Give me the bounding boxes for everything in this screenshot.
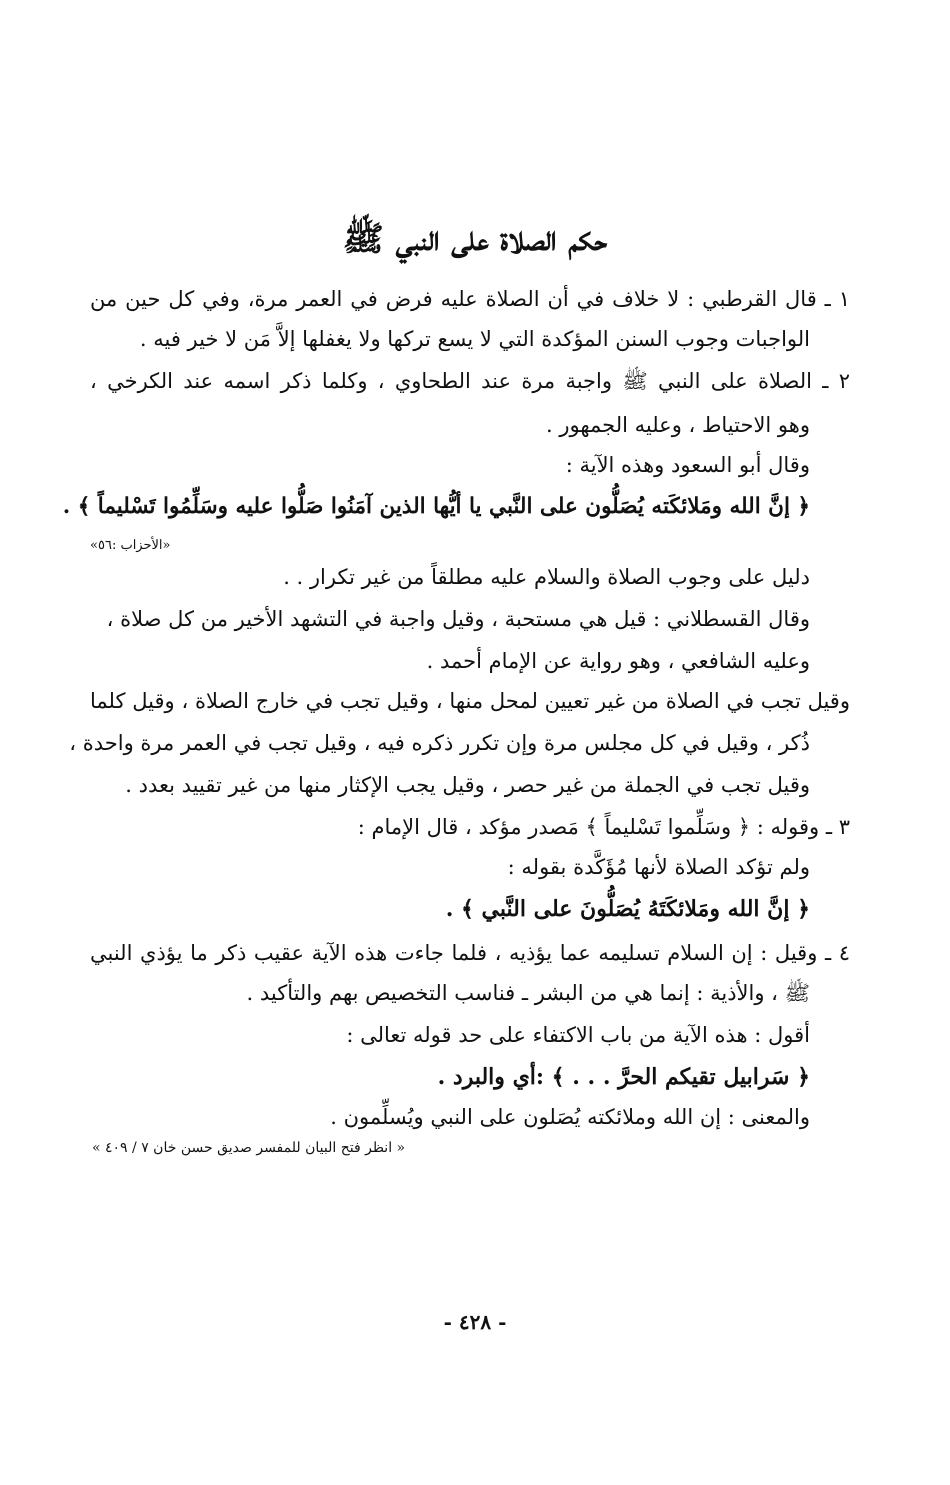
- text-line: ﷺ ، والأذية : إنما هي من البشر ـ فناسب التخصيص بهم والتأكيد .: [246, 981, 810, 1005]
- quran-verse: ﴿ سَرابيل تقيكم الحرَّ . . . ﴾ :أي والبرد .: [437, 1064, 810, 1090]
- text-line: ٢ ـ الصلاة على النبي ﷺ واجبة مرة عند الطحاوي ، وكلما ذكر اسمه عند الكرخي ،: [90, 369, 850, 393]
- text-line: وقيل تجب في الجملة من غير حصر ، وقيل يجب الإكثار منها من غير تقييد بعدد .: [125, 773, 810, 797]
- footnote: « انظر فتح البيان للمفسر صديق حسن خان ٧ / ٤٠٩ »: [92, 1140, 406, 1156]
- quran-verse: ﴿ إنَّ الله ومَلائكَته يُصَلُّون على النَّبي يا أيُّها الذين آمَنُوا صَلُّوا عليه وسَلِّمُوا تَسْليماً ﴾ .: [62, 494, 810, 519]
- text-line: وهو الاحتياط ، وعليه الجمهور .: [546, 413, 810, 437]
- text-line: وعليه الشافعي ، وهو رواية عن الإمام أحمد .: [426, 649, 810, 673]
- text-line: دليل على وجوب الصلاة والسلام عليه مطلقاً من غير تكرار . .: [283, 565, 810, 589]
- text-line: ولم تؤكد الصلاة لأنها مُؤَكَّدة بقوله :: [507, 855, 810, 879]
- text-line: وقال أبو السعود وهذه الآية :: [565, 453, 810, 477]
- text-line: أقول : هذه الآية من باب الاكتفاء على حد قوله تعالى :: [346, 1023, 810, 1047]
- text-line: ٤ ـ وقيل : إن السلام تسليمه عما يؤذيه ، فلما جاءت هذه الآية عقيب ذكر ما يؤذي النبي: [90, 941, 850, 965]
- page-number: - ٤٢٨ -: [443, 1310, 507, 1334]
- text-line: وقال القسطلاني : قيل هي مستحبة ، وقيل واجبة في التشهد الأخير من كل صلاة ،: [106, 607, 810, 631]
- page-title: حكم الصلاة على النبي ﷺ: [342, 219, 608, 259]
- quran-verse: ﴿ إنَّ الله ومَلائكَتَهُ يُصَلُّونَ على النَّبي ﴾ .: [445, 896, 810, 922]
- text-line: ١ ـ قال القرطبي : لا خلاف في أن الصلاة عليه فرض في العمر مرة، وفي كل حين من: [90, 287, 850, 311]
- text-line: ذُكر ، وقيل في كل مجلس مرة وإن تكرر ذكره فيه ، وقيل تجب في العمر مرة واحدة ،: [69, 731, 810, 755]
- text-line: الواجبات وجوب السنن المؤكدة التي لا يسع تركها ولا يغفلها إلاَّ مَن لا خير فيه .: [139, 327, 810, 351]
- text-line: والمعنى : إن الله وملائكته يُصَلون على النبي ويُسلِّمون .: [330, 1105, 810, 1129]
- verse-reference: «الأحزاب :٥٦»: [90, 538, 171, 553]
- text-line: وقيل تجب في الصلاة من غير تعيين لمحل منها ، وقيل تجب في خارج الصلاة ، وقيل كلما: [90, 689, 850, 713]
- text-line: ٣ ـ وقوله : ﴿ وسَلِّموا تَسْليماً ﴾ مَصدر مؤكد ، قال الإمام :: [357, 815, 850, 839]
